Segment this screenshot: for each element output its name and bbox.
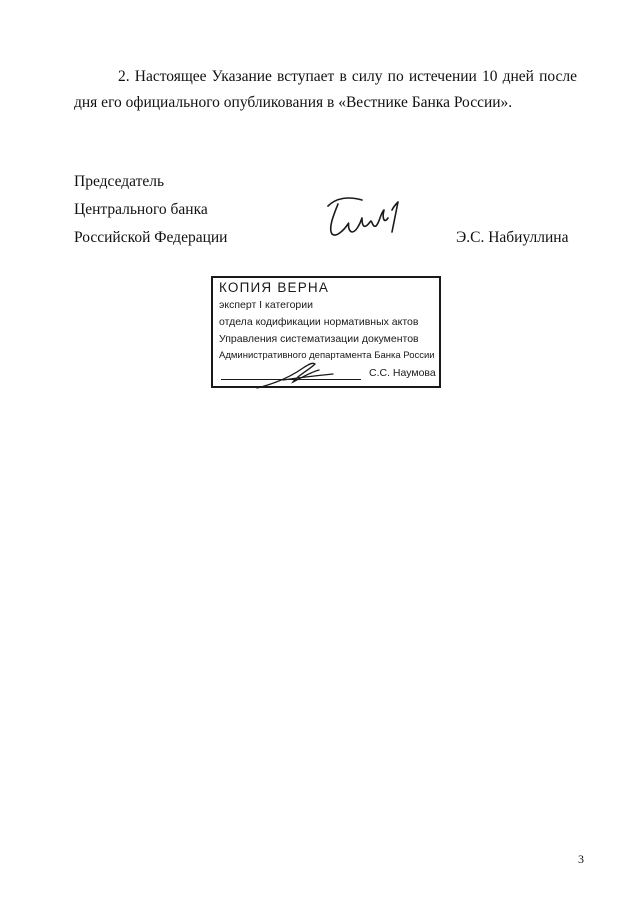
certified-copy-stamp bbox=[211, 276, 441, 388]
page-number: 3 bbox=[578, 852, 584, 866]
signatory-title-line: Российской Федерации bbox=[74, 229, 228, 246]
stamp-person-name: С.С. Наумова bbox=[369, 367, 436, 379]
paragraph-line-2: дня его официального опубликования в «Вестнике Банка России». bbox=[74, 94, 513, 111]
stamp-line: отдела кодификации нормативных актов bbox=[219, 316, 419, 328]
stamp-heading: КОПИЯ ВЕРНА bbox=[219, 280, 330, 295]
paragraph-effective-date bbox=[74, 64, 577, 116]
paragraph-line-1: 2. Настоящее Указание вступает в силу по истечении 10 дней после bbox=[118, 68, 577, 85]
handwritten-signature bbox=[318, 188, 418, 246]
signatory-name: Э.С. Набиуллина bbox=[456, 229, 569, 246]
stamp-line: Административного департамента Банка России bbox=[219, 350, 435, 361]
signatory-title bbox=[74, 168, 227, 252]
stamp-line: Управления систематизации документов bbox=[219, 333, 419, 345]
signatory-title-line: Центрального банка bbox=[74, 201, 208, 218]
stamp-signature bbox=[253, 358, 343, 392]
signatory-title-line: Председатель bbox=[74, 173, 165, 190]
stamp-line: эксперт I категории bbox=[219, 299, 313, 311]
